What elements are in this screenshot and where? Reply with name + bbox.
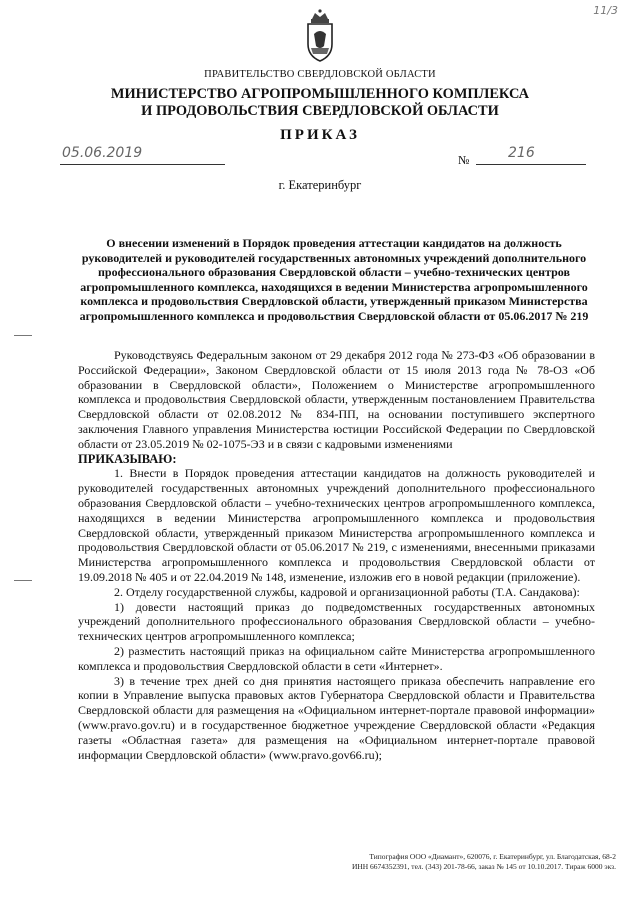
document-date: 05.06.2019: [62, 145, 143, 161]
order-heading: ПРИКАЗЫВАЮ:: [78, 451, 177, 466]
document-number: 216: [508, 145, 535, 161]
ministry-line-2: И ПРОДОВОЛЬСТВИЯ СВЕРДЛОВСКОЙ ОБЛАСТИ: [141, 103, 499, 119]
ministry-line-1: МИНИСТЕРСТВО АГРОПРОМЫШЛЕННОГО КОМПЛЕКСА: [110, 86, 530, 102]
document-body: [78, 348, 595, 762]
ministry-name: [0, 86, 640, 120]
item-2-paragraph: 2. Отделу государственной службы, кадровой и организационной работы (Т.А. Сандакова):: [114, 584, 580, 599]
document-title: О внесении изменений в Порядок проведения аттестации кандидатов на должность руководителей и руководителей государственных автономных учреждений дополнительного профессионального образования Свердловской области – учебно-технических центров агропромышленного комплекса, находящихся в ведении Министерства агропромышленного комплекса и продовольствия Свердловской области, утвержденный приказом Министерства агропромышленного комплекса и продовольствия Свердловской области от 05.06.2017 № 219: [79, 236, 589, 323]
footer-line-2: ИНН 6674352391, тел. (343) 201-78-66, заказ № 145 от 10.10.2017. Тираж 6000 экз.: [351, 862, 616, 871]
printer-footer: [286, 852, 616, 872]
item-1-paragraph: 1. Внести в Порядок проведения аттестации кандидатов на должность руководителей и руководителей государственных автономных учреждений дополнительного профессионального образования Свердловской области – учебно-технических центров агропромышленного комплекса, находящихся в ведении Министерства агропромышленного комплекса и продовольствия Свердловской области, утвержденный приказом Министерства агропромышленного комплекса и продовольствия Свердловской области от 05.06.2017 № 219, с изменениями, внесенными приказами Министерства агропромышленного комплекса и продовольствия Свердловской области от 19.09.2018 № 405 и от 22.04.2019 № 148, изменение, изложив его в новой редакции (приложение).: [78, 466, 595, 584]
coat-of-arms-icon: [300, 8, 340, 64]
item-2-2-paragraph: 2) разместить настоящий приказ на официальном сайте Министерства агропромышленного комплекса и продовольствия Свердловской области в сети «Интернет».: [78, 643, 595, 673]
margin-mark: [14, 580, 32, 581]
margin-mark: [14, 335, 32, 336]
document-type: ПРИКАЗ: [280, 127, 360, 143]
city: г. Екатеринбург: [278, 178, 362, 192]
footer-line-1: Типография ООО «Диамант», 620076, г. Екатеринбург, ул. Благодатская, 68-2: [369, 852, 616, 861]
item-2-1-paragraph: 1) довести настоящий приказ до подведомственных государственных автономных учреждений дополнительного профессионального образования Свердловской области – учебно-технических центров агропромышленного комплекса;: [78, 599, 595, 644]
preamble-paragraph: Руководствуясь Федеральным законом от 29 декабря 2012 года № 273-ФЗ «Об образовании в Российской Федерации», Законом Свердловской области от 15 июля 2013 года № 78-ОЗ «Об образовании в Свердловской области», Положением о Министерстве агропромышленного комплекса и продовольствия Свердловской области, утвержденным постановлением Правительства Свердловской области от 02.08.2012 № 834-ПП, на основании поступившего экспертного заключения Главного управления Министерства юстиции Российской Федерации по Свердловской области от 23.05.2019 № 02-1075-ЭЗ и в связи с кадровыми изменениями: [78, 348, 595, 451]
handwritten-page-number: 11/3: [593, 4, 618, 17]
number-label: №: [458, 153, 470, 167]
government-name: ПРАВИТЕЛЬСТВО СВЕРДЛОВСКОЙ ОБЛАСТИ: [204, 69, 436, 80]
item-3-paragraph: 3) в течение трех дней со дня принятия настоящего приказа обеспечить направление его копии в Управление выпуска правовых актов Губернатора Свердловской области и Правительства Свердловской области для размещения на «Официальном интернет-портале правовой информации» (www.pravo.gov.ru) и в государственное бюджетное учреждение Свердловской области «Редакция газеты «Областная газета» для размещения на «Официальном интернет-портале правовой информации Свердловской области» (www.pravo.gov66.ru);: [78, 673, 595, 762]
